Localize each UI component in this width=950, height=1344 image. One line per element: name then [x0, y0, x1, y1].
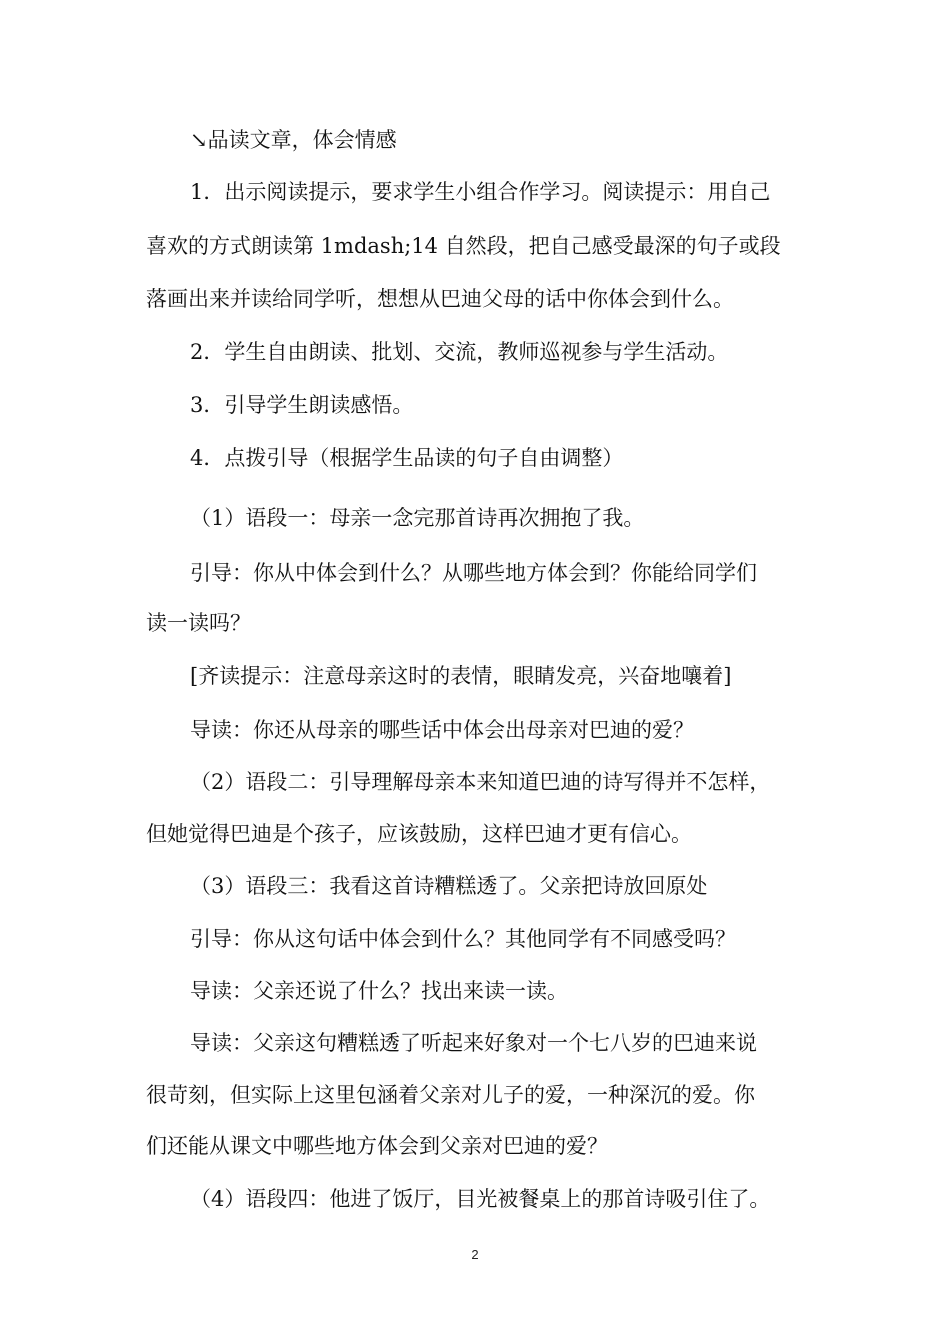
paragraph-line: 导读：你还从母亲的哪些话中体会出母亲对巴迪的爱？	[190, 718, 694, 742]
paragraph-line: 引导：你从这句话中体会到什么？其他同学有不同感受吗？	[190, 927, 736, 951]
paragraph-line: （1）语段一：母亲一念完那首诗再次拥抱了我。	[190, 506, 645, 530]
page-number: 2	[471, 1247, 479, 1262]
paragraph-line: [齐读提示：注意母亲这时的表情，眼睛发亮，兴奋地嚷着]	[190, 664, 732, 688]
paragraph-line: 导读：父亲还说了什么？找出来读一读。	[190, 979, 568, 1003]
paragraph-line: （3）语段三：我看这首诗糟糕透了。父亲把诗放回原处	[190, 874, 708, 898]
paragraph-line: 1．出示阅读提示，要求学生小组合作学习。阅读提示：用自己	[190, 180, 771, 204]
paragraph-line: （4）语段四：他进了饭厅，目光被餐桌上的那首诗吸引住了。	[190, 1187, 771, 1211]
paragraph-line: 3．引导学生朗读感悟。	[190, 393, 414, 417]
paragraph-line: 导读：父亲这句糟糕透了听起来好象对一个七八岁的巴迪来说	[190, 1031, 757, 1055]
paragraph-line: 很苛刻，但实际上这里包涵着父亲对儿子的爱，一种深沉的爱。你	[146, 1083, 755, 1107]
paragraph-line: 读一读吗？	[146, 611, 251, 635]
section-heading: ↘品读文章，体会情感	[190, 128, 397, 152]
paragraph-line: 引导：你从中体会到什么？从哪些地方体会到？你能给同学们	[190, 561, 757, 585]
paragraph-line: 喜欢的方式朗读第 1mdash;14 自然段，把自己感受最深的句子或段	[146, 234, 781, 258]
paragraph-line: 2．学生自由朗读、批划、交流，教师巡视参与学生活动。	[190, 340, 729, 364]
paragraph-line: 4．点拨引导（根据学生品读的句子自由调整）	[190, 446, 624, 470]
paragraph-line: （2）语段二：引导理解母亲本来知道巴迪的诗写得并不怎样，	[190, 770, 771, 794]
paragraph-line: 们还能从课文中哪些地方体会到父亲对巴迪的爱？	[146, 1134, 608, 1158]
paragraph-line: 但她觉得巴迪是个孩子，应该鼓励，这样巴迪才更有信心。	[146, 822, 692, 846]
paragraph-line: 落画出来并读给同学听，想想从巴迪父母的话中你体会到什么。	[146, 287, 734, 311]
